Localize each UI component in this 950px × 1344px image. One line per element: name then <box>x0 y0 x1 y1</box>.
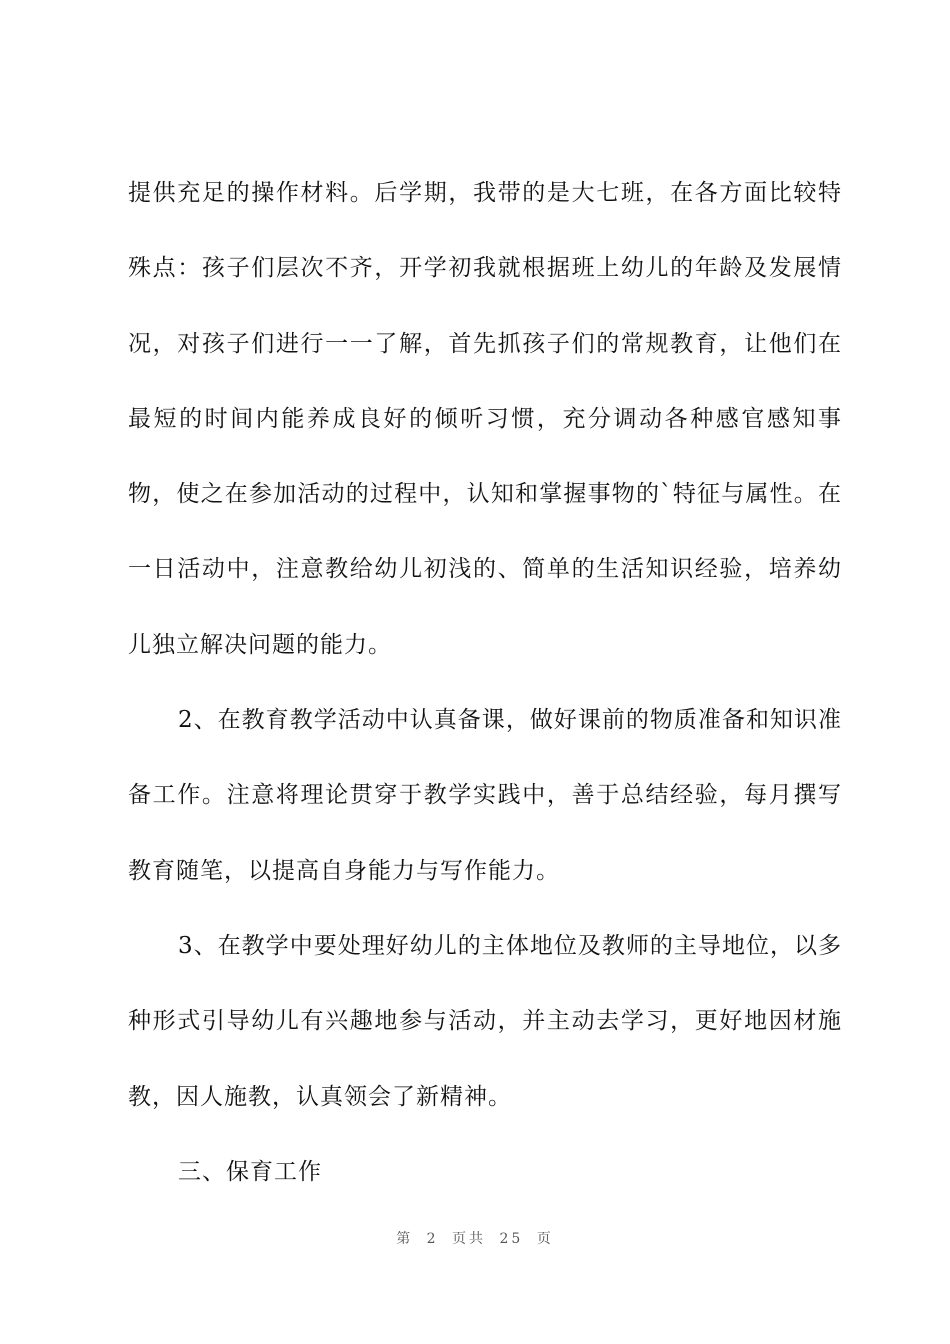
document-body <box>128 156 842 1210</box>
paragraph-continuation: 提供充足的操作材料。后学期，我带的是大七班，在各方面比较特殊点：孩子们层次不齐，开学初我就根据班上幼儿的年龄及发展情况，对孩子们进行一一了解，首先抓孩子们的常规教育，让他们在最短的时间内能养成良好的倾听习惯，充分调动各种感官感知事物，使之在参加活动的过程中，认知和掌握事物的`特征与属性。在一日活动中，注意教给幼儿初浅的、简单的生活知识经验，培养幼儿独立解决问题的能力。 <box>128 180 842 658</box>
paragraph-item-3: 3、在教学中要处理好幼儿的主体地位及教师的主导地位，以多种形式引导幼儿有兴趣地参与活动，并主动去学习，更好地因材施教，因人施教，认真领会了新精神。 <box>128 932 842 1110</box>
paragraph-item-2: 2、在教育教学活动中认真备课，做好课前的物质准备和知识准备工作。注意将理论贯穿于教学实践中，善于总结经验，每月撰写教育随笔，以提高自身能力与写作能力。 <box>128 707 842 884</box>
page-number-footer: 第 2 页共 25 页 <box>396 1231 554 1247</box>
section-heading-childcare: 三、保育工作 <box>178 1158 322 1185</box>
